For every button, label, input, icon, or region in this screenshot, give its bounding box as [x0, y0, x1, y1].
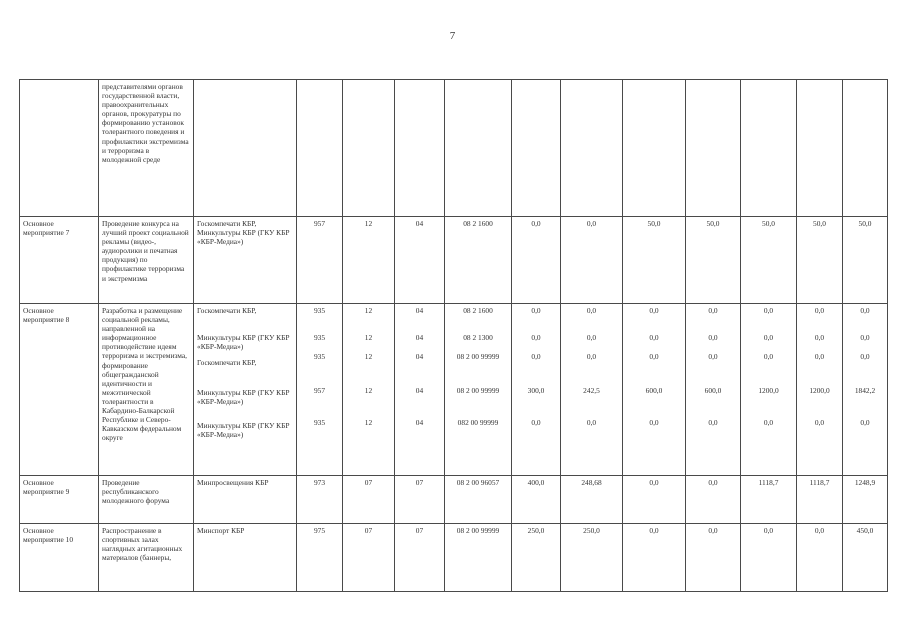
cell-entry: 450,0 — [856, 526, 874, 535]
pr-cell — [395, 524, 445, 592]
cell-entry: 1842,2 — [854, 386, 876, 395]
value-cell — [623, 304, 686, 476]
cell-entry: 0,0 — [860, 306, 870, 315]
cell-entry: 0,0 — [586, 352, 597, 361]
grbs-cell — [297, 80, 343, 217]
cell-entry: 300,0 — [527, 386, 545, 395]
activity-name-cell: Разработка и размещение социальной рекламы, направленной на информационное противодействие идеям терроризма и экстремизма, формирование общегражданской идентичности и межэтнической толерантности в Кабардино-Балкарской Республике и Северо-Кавказском федеральном округе — [99, 304, 194, 476]
cell-entry: Минкультуры КБР (ГКУ КБР «КБР-Медиа») — [197, 333, 290, 352]
rz-cell — [343, 524, 395, 592]
cell-entry: 50,0 — [813, 219, 826, 228]
table-row — [20, 304, 888, 476]
executor-cell — [194, 217, 297, 304]
value-cell — [686, 217, 741, 304]
cell-entry: 0,0 — [586, 418, 597, 427]
cell-entry: 08 2 00 99999 — [456, 352, 500, 361]
cell-entry: 0,0 — [763, 526, 774, 535]
value-cell — [741, 476, 797, 524]
rz-cell — [343, 80, 395, 217]
value-cell — [741, 524, 797, 592]
cell-entry: 08 2 00 99999 — [456, 526, 500, 535]
value-cell — [741, 80, 797, 217]
value-cell — [561, 476, 623, 524]
activity-code-cell: Основное мероприятие 7 — [20, 217, 99, 304]
activity-name-cell: представителями органов государственной власти, правоохранительных органов, прокуратуры по формированию установок толерантного поведения и профилактики экстремизма и терроризма в молодежной среде — [99, 80, 194, 217]
cell-entry: 0,0 — [531, 418, 541, 427]
cell-entry: 12 — [364, 306, 373, 315]
cell-entry: 0,0 — [531, 219, 541, 228]
grbs-cell — [297, 304, 343, 476]
cell-entry: 0,0 — [531, 352, 541, 361]
cell-entry: 935 — [313, 306, 326, 315]
grbs-cell — [297, 524, 343, 592]
cell-entry: 50,0 — [762, 219, 775, 228]
executor-cell — [194, 304, 297, 476]
cell-entry: 0,0 — [649, 418, 659, 427]
cell-entry: 0,0 — [708, 306, 718, 315]
cell-entry: 600,0 — [645, 386, 663, 395]
value-cell — [623, 476, 686, 524]
csr-cell — [445, 304, 512, 476]
value-cell — [741, 304, 797, 476]
activity-name-cell: Распространение в спортивных залах наглядных агитационных материалов (баннеры, — [99, 524, 194, 592]
cell-entry: 04 — [415, 386, 424, 395]
cell-entry: 04 — [415, 352, 424, 361]
csr-cell — [445, 524, 512, 592]
cell-entry: Минпросвещения КБР — [197, 478, 269, 487]
activity-name-cell: Проведение республиканского молодежного форума — [99, 476, 194, 524]
cell-entry: 12 — [364, 386, 373, 395]
table-row — [20, 80, 888, 217]
executor-cell — [194, 524, 297, 592]
value-cell — [843, 80, 888, 217]
cell-entry: 08 2 1600 — [463, 219, 493, 228]
cell-entry: 08 2 1600 — [463, 306, 493, 315]
cell-entry: 0,0 — [531, 333, 541, 342]
cell-entry: 12 — [364, 333, 373, 342]
cell-entry: 250,0 — [583, 526, 600, 535]
pr-cell — [395, 80, 445, 217]
cell-entry: 0,0 — [814, 526, 825, 535]
cell-entry: 0,0 — [586, 219, 597, 228]
cell-entry: 242,5 — [583, 386, 600, 395]
cell-entry: 975 — [313, 526, 326, 535]
cell-entry: 0,0 — [860, 418, 870, 427]
pr-cell — [395, 304, 445, 476]
activity-code-cell: Основное мероприятие 10 — [20, 524, 99, 592]
cell-entry: 1248,9 — [854, 478, 876, 487]
pr-cell — [395, 217, 445, 304]
rz-cell — [343, 476, 395, 524]
value-cell — [561, 217, 623, 304]
cell-entry: Госкомпечати КБР, — [197, 306, 257, 315]
cell-entry: 400,0 — [527, 478, 545, 487]
activity-code-cell: Основное мероприятие 9 — [20, 476, 99, 524]
cell-entry: 0,0 — [814, 306, 825, 315]
cell-entry: 0,0 — [708, 418, 718, 427]
program-table — [19, 79, 888, 592]
cell-entry: 0,0 — [649, 333, 659, 342]
value-cell — [843, 304, 888, 476]
value-cell — [797, 476, 843, 524]
csr-cell — [445, 217, 512, 304]
cell-entry: 0,0 — [586, 333, 597, 342]
cell-entry: 0,0 — [763, 306, 774, 315]
cell-entry: 07 — [415, 478, 424, 487]
csr-cell — [445, 476, 512, 524]
cell-entry: 0,0 — [860, 333, 870, 342]
cell-entry: 04 — [415, 219, 424, 228]
cell-entry: 935 — [313, 352, 326, 361]
cell-entry: 0,0 — [649, 526, 659, 535]
cell-entry: 0,0 — [649, 352, 659, 361]
cell-entry: 12 — [364, 219, 373, 228]
cell-entry: 0,0 — [763, 418, 774, 427]
value-cell — [561, 304, 623, 476]
cell-entry: 0,0 — [814, 333, 825, 342]
value-cell — [512, 304, 561, 476]
rz-cell — [343, 304, 395, 476]
cell-entry: 0,0 — [649, 306, 659, 315]
cell-entry: 0,0 — [860, 352, 870, 361]
value-cell — [797, 524, 843, 592]
cell-entry: 600,0 — [704, 386, 722, 395]
value-cell — [843, 217, 888, 304]
cell-entry: 0,0 — [586, 306, 597, 315]
cell-entry: 1200,0 — [758, 386, 779, 395]
value-cell — [561, 524, 623, 592]
table-row — [20, 217, 888, 304]
cell-entry: 07 — [415, 526, 424, 535]
cell-entry: 04 — [415, 333, 424, 342]
cell-entry: 935 — [313, 333, 326, 342]
rz-cell — [343, 217, 395, 304]
activity-name-cell: Проведение конкурса на лучший проект социальной рекламы (видео-, аудиоролики и печатная продукция) по профилактике терроризма и экстремизма — [99, 217, 194, 304]
value-cell — [512, 524, 561, 592]
executor-cell — [194, 476, 297, 524]
value-cell — [686, 524, 741, 592]
table-row — [20, 476, 888, 524]
table-row — [20, 524, 888, 592]
executor-cell — [194, 80, 297, 217]
csr-cell — [445, 80, 512, 217]
cell-entry: 0,0 — [814, 352, 825, 361]
cell-entry: Минкультуры КБР (ГКУ КБР «КБР-Медиа») — [197, 421, 290, 440]
cell-entry: 50,0 — [647, 219, 661, 228]
value-cell — [561, 80, 623, 217]
value-cell — [623, 524, 686, 592]
value-cell — [843, 476, 888, 524]
value-cell — [797, 304, 843, 476]
cell-entry: 0,0 — [763, 333, 774, 342]
cell-entry: 08 2 00 96057 — [456, 478, 500, 487]
cell-entry: 07 — [364, 478, 373, 487]
cell-entry: 1118,7 — [809, 478, 830, 487]
activity-code-cell — [20, 80, 99, 217]
cell-entry: 957 — [313, 219, 326, 228]
grbs-cell — [297, 476, 343, 524]
cell-entry: 0,0 — [763, 352, 774, 361]
cell-entry: 07 — [364, 526, 373, 535]
grbs-cell — [297, 217, 343, 304]
cell-entry: 250,0 — [527, 526, 545, 535]
value-cell — [797, 80, 843, 217]
cell-entry: Госкомпечати КБР, Минкультуры КБР (ГКУ КБР «КБР-Медиа») — [197, 219, 290, 247]
activity-code-cell: Основное мероприятие 8 — [20, 304, 99, 476]
cell-entry: 0,0 — [649, 478, 659, 487]
cell-entry: 248,68 — [581, 478, 602, 487]
value-cell — [512, 80, 561, 217]
value-cell — [623, 217, 686, 304]
value-cell — [512, 476, 561, 524]
cell-entry: 973 — [313, 478, 326, 487]
cell-entry: 935 — [313, 418, 326, 427]
value-cell — [623, 80, 686, 217]
value-cell — [843, 524, 888, 592]
cell-entry: 04 — [415, 306, 424, 315]
cell-entry: 082 00 99999 — [457, 418, 499, 427]
cell-entry: 0,0 — [708, 352, 718, 361]
cell-entry: 0,0 — [708, 478, 718, 487]
value-cell — [741, 217, 797, 304]
cell-entry: 12 — [364, 352, 373, 361]
cell-entry: 04 — [415, 418, 424, 427]
cell-entry: 50,0 — [706, 219, 720, 228]
cell-entry: 957 — [313, 386, 326, 395]
cell-entry: 12 — [364, 418, 373, 427]
value-cell — [797, 217, 843, 304]
cell-entry: 0,0 — [531, 306, 541, 315]
cell-entry: 1200,0 — [809, 386, 830, 395]
cell-entry: 1118,7 — [758, 478, 779, 487]
cell-entry: 08 2 1300 — [463, 333, 493, 342]
value-cell — [686, 80, 741, 217]
cell-entry: Минкультуры КБР (ГКУ КБР «КБР-Медиа») — [197, 388, 290, 407]
cell-entry: Госкомпечати КБР, — [197, 358, 257, 367]
cell-entry: 0,0 — [708, 526, 718, 535]
cell-entry: 50,0 — [858, 219, 872, 228]
value-cell — [686, 476, 741, 524]
pr-cell — [395, 476, 445, 524]
value-cell — [512, 217, 561, 304]
cell-entry: Минспорт КБР — [197, 526, 245, 535]
value-cell — [686, 304, 741, 476]
page-number: 7 — [449, 30, 456, 42]
cell-entry: 0,0 — [814, 418, 825, 427]
cell-entry: 08 2 00 99999 — [456, 386, 500, 395]
cell-entry: 0,0 — [708, 333, 718, 342]
